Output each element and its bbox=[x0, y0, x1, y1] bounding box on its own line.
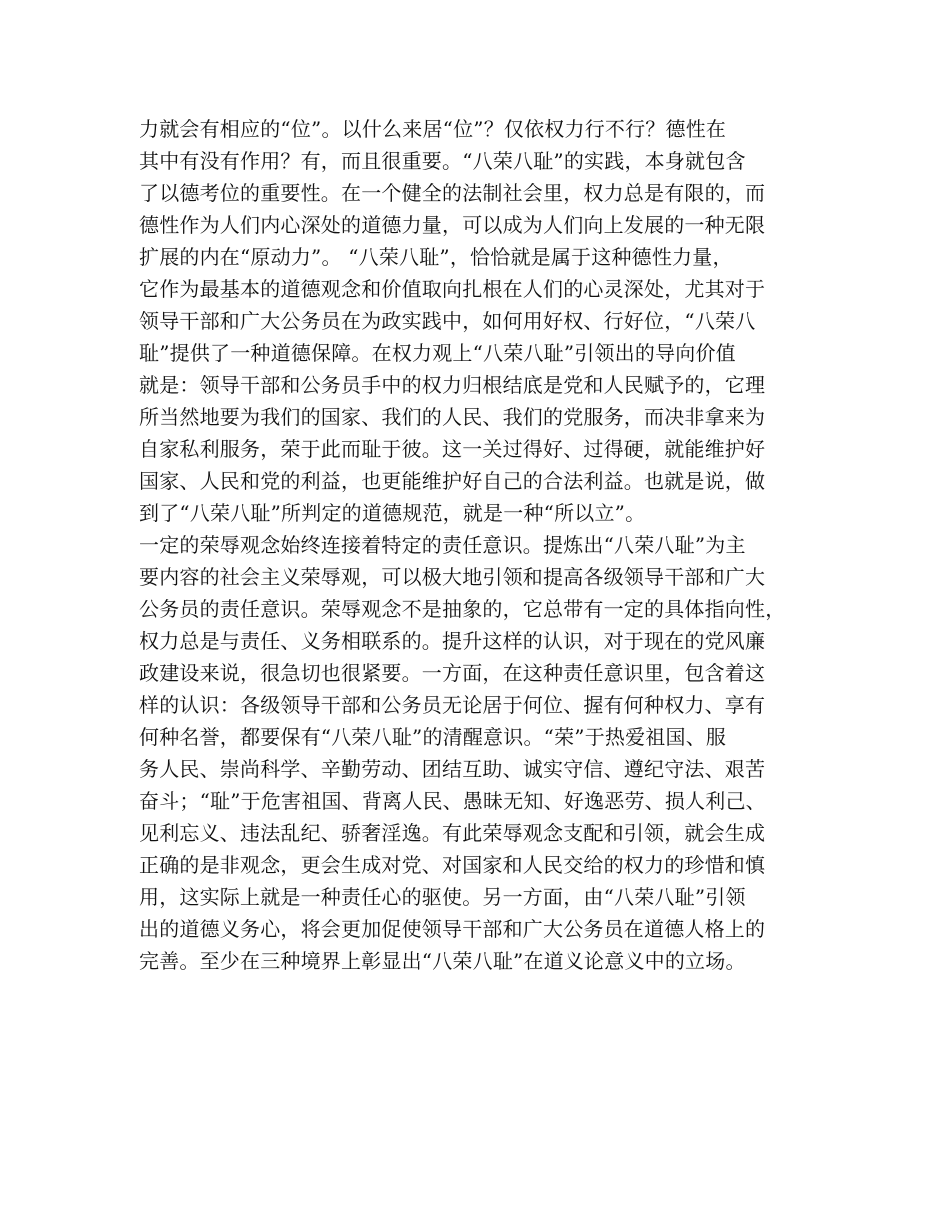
text-line: 样的认识：各级领导干部和公务员无论居于何位、握有何种权力、享有 bbox=[139, 693, 766, 717]
text-line: 用，这实际上就是一种责任心的驱使。另一方面，由“八荣八耻”引领 bbox=[139, 885, 746, 909]
text-line: 权力总是与责任、义务相联系的。提升这样的认识，对于现在的党风廉 bbox=[139, 629, 766, 653]
text-line: 所当然地要为我们的国家、我们的人民、我们的党服务，而决非拿来为 bbox=[139, 405, 766, 429]
text-line: 力就会有相应的“位”。以什么来居“位”？仅依权力行不行？德性在 bbox=[139, 117, 727, 141]
paragraph bbox=[139, 113, 819, 529]
text-line: 见利忘义、违法乱纪、骄奢淫逸。有此荣辱观念支配和引领，就会生成 bbox=[139, 821, 766, 845]
text-line: 它作为最基本的道德观念和价值取向扎根在人们的心灵深处，尤其对于 bbox=[139, 277, 766, 301]
text-line: 领导干部和广大公务员在为政实践中，如何用好权、行好位，“八荣八 bbox=[139, 309, 756, 333]
paragraph bbox=[139, 529, 819, 977]
text-line: 耻”提供了一种道德保障。在权力观上“八荣八耻”引领出的导向价值 bbox=[139, 341, 736, 365]
text-line: 一定的荣辱观念始终连接着特定的责任意识。提炼出“八荣八耻”为主 bbox=[139, 533, 746, 557]
text-line: 自家私利服务，荣于此而耻于彼。这一关过得好、过得硬，就能维护好 bbox=[139, 437, 766, 461]
text-line: 就是：领导干部和公务员手中的权力归根结底是党和人民赋予的，它理 bbox=[139, 373, 766, 397]
text-line: 德性作为人们内心深处的道德力量，可以成为人们向上发展的一种无限 bbox=[139, 213, 766, 237]
text-line: 完善。至少在三种境界上彰显出“八荣八耻”在道义论意义中的立场。 bbox=[139, 949, 746, 973]
text-line: 何种名誉，都要保有“八荣八耻”的清醒意识。“荣”于热爱祖国、服 bbox=[139, 725, 727, 749]
text-line: 奋斗；“耻”于危害祖国、背离人民、愚昧无知、好逸恶劳、损人利己、 bbox=[139, 789, 766, 813]
text-line: 到了“八荣八耻”所判定的道德规范，就是一种“所以立”。 bbox=[139, 501, 646, 525]
body-text bbox=[139, 113, 819, 977]
text-line: 要内容的社会主义荣辱观，可以极大地引领和提高各级领导干部和广大 bbox=[139, 565, 766, 589]
text-line: 务人民、崇尚科学、辛勤劳动、团结互助、诚实守信、遵纪守法、艰苦 bbox=[139, 757, 766, 781]
text-line: 国家、人民和党的利益，也更能维护好自己的合法利益。也就是说，做 bbox=[139, 469, 766, 493]
text-line: 正确的是非观念，更会生成对党、对国家和人民交给的权力的珍惜和慎 bbox=[139, 853, 766, 877]
text-line: 了以德考位的重要性。在一个健全的法制社会里，权力总是有限的，而 bbox=[139, 181, 766, 205]
text-line: 政建设来说，很急切也很紧要。一方面，在这种责任意识里，包含着这 bbox=[139, 661, 766, 685]
text-line: 扩展的内在“原动力”。 “八荣八耻”，恰恰就是属于这种德性力量， bbox=[139, 245, 733, 269]
text-line: 出的道德义务心，将会更加促使领导干部和广大公务员在道德人格上的 bbox=[139, 917, 766, 941]
text-line: 公务员的责任意识。荣辱观念不是抽象的，它总带有一定的具体指向性， bbox=[139, 597, 786, 621]
text-line: 其中有没有作用？有，而且很重要。“八荣八耻”的实践，本身就包含 bbox=[139, 149, 746, 173]
